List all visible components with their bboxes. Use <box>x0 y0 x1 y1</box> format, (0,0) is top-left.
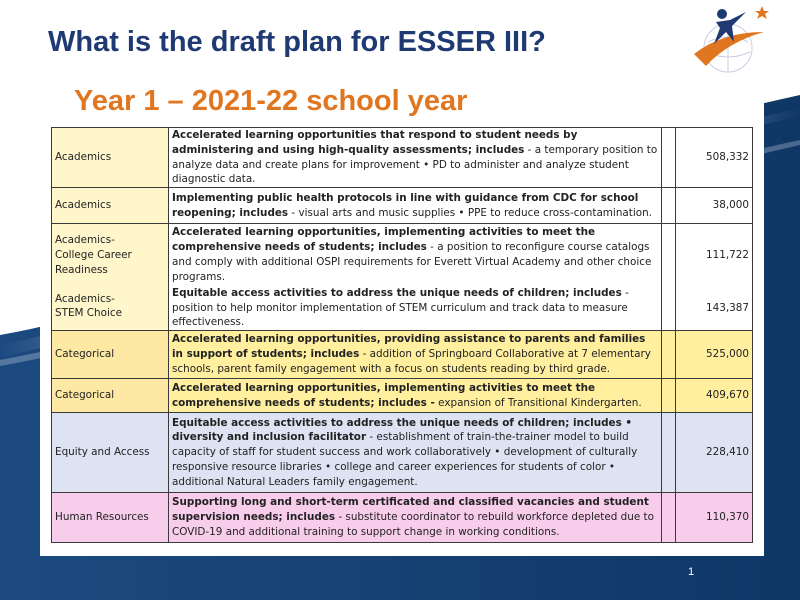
description-cell <box>169 188 662 224</box>
spacer-cell <box>662 493 676 543</box>
description-text: - addition of Springboard Collaborative at 7 elementary schools, parent family engagement with a focus on students reading by third grade. <box>172 348 651 376</box>
description-bold: Accelerated learning opportunities, implementing activities to meet the comprehensive needs of students; includes - <box>172 381 596 409</box>
description-text: - establishment of train-the-trainer model to build capacity of staff for student success and work collaboratively • development of culturally responsive resource libraries • college and career experiences for students of color • additional Natural Leaders family engagement. <box>172 431 638 488</box>
category-cell: Categorical <box>52 331 169 379</box>
description-cell <box>169 128 662 188</box>
spacer-cell <box>662 224 676 331</box>
description-text: - substitute coordinator to rebuild workforce depleted due to COVID-19 and additional training to support change in working conditions. <box>172 511 654 539</box>
table-row <box>52 413 753 493</box>
amount-cell: 525,000 <box>676 331 753 379</box>
category-line: Readiness <box>55 263 108 276</box>
description-cell <box>169 286 662 331</box>
category-line: Academics- <box>55 292 115 305</box>
amount-cell: 110,370 <box>676 493 753 543</box>
spacer-cell <box>662 379 676 413</box>
table-row <box>52 224 753 286</box>
spacer-cell <box>662 188 676 224</box>
description-cell <box>169 379 662 413</box>
description-cell <box>169 224 662 286</box>
amount-cell: 508,332 <box>676 128 753 188</box>
plan-table <box>51 127 753 543</box>
slide-subtitle: Year 1 – 2021-22 school year <box>74 85 468 117</box>
description-cell <box>169 413 662 493</box>
category-cell: Academics <box>52 128 169 188</box>
amount-cell: 143,387 <box>676 286 753 331</box>
table-row <box>52 188 753 224</box>
amount-cell: 38,000 <box>676 188 753 224</box>
description-text: - position to help monitor implementation of STEM curriculum and track data to measure effectiveness. <box>172 286 629 329</box>
table-row <box>52 128 753 188</box>
description-text: - a position to reconfigure course catalogs and comply with additional OSPI requirements for Everett Virtual Academy and other choice programs. <box>172 241 652 283</box>
category-cell: Categorical <box>52 379 169 413</box>
category-cell: Academics <box>52 188 169 224</box>
description-bold: Equitable access activities to address the unique needs of children; includes <box>172 286 622 299</box>
category-cell-combined <box>52 224 169 331</box>
spacer-cell <box>662 128 676 188</box>
description-bold: Accelerated learning opportunities, providing assistance to parents and families in support of students; includes <box>172 333 646 361</box>
page-number: 1 <box>688 566 695 578</box>
logo <box>686 2 776 85</box>
category-cell: Equity and Access <box>52 413 169 493</box>
description-bold: Accelerated learning opportunities, implementing activities to meet the comprehensive needs of students; includes <box>172 226 596 254</box>
category-line: Academics- <box>55 234 115 247</box>
category-spacer <box>55 278 165 292</box>
description-text: - a temporary position to analyze data and create plans for improvement • PD to administer and analyze student diagnostic data. <box>172 143 658 186</box>
table-row <box>52 493 753 543</box>
slide-title: What is the draft plan for ESSER III? <box>48 26 546 58</box>
description-text: - visual arts and music supplies • PPE to reduce cross-contamination. <box>288 206 652 219</box>
description-cell <box>169 331 662 379</box>
spacer-cell <box>662 413 676 493</box>
figure-with-swoosh-and-star-icon <box>686 2 776 80</box>
category-line: STEM Choice <box>55 307 122 320</box>
table-row <box>52 379 753 413</box>
description-bold: Accelerated learning opportunities that respond to student needs by administering and using high-quality assessments; includes <box>172 129 578 156</box>
amount-cell: 409,670 <box>676 379 753 413</box>
amount-cell: 228,410 <box>676 413 753 493</box>
amount-cell: 111,722 <box>676 224 753 286</box>
description-cell <box>169 493 662 543</box>
description-bold: Implementing public health protocols in line with guidance from CDC for school reopening; includes <box>172 191 639 219</box>
description-bold: Supporting long and short-term certificated and classified vacancies and student supervision needs; includes <box>172 496 649 524</box>
content-panel <box>40 80 764 556</box>
spacer-cell <box>662 331 676 379</box>
description-text: expansion of Transitional Kindergarten. <box>434 396 642 409</box>
category-cell: Human Resources <box>52 493 169 543</box>
description-bold: Equitable access activities to address the unique needs of children; includes • diversity and inclusion facilitator <box>172 416 633 444</box>
table-row <box>52 331 753 379</box>
category-line: College Career <box>55 248 132 261</box>
